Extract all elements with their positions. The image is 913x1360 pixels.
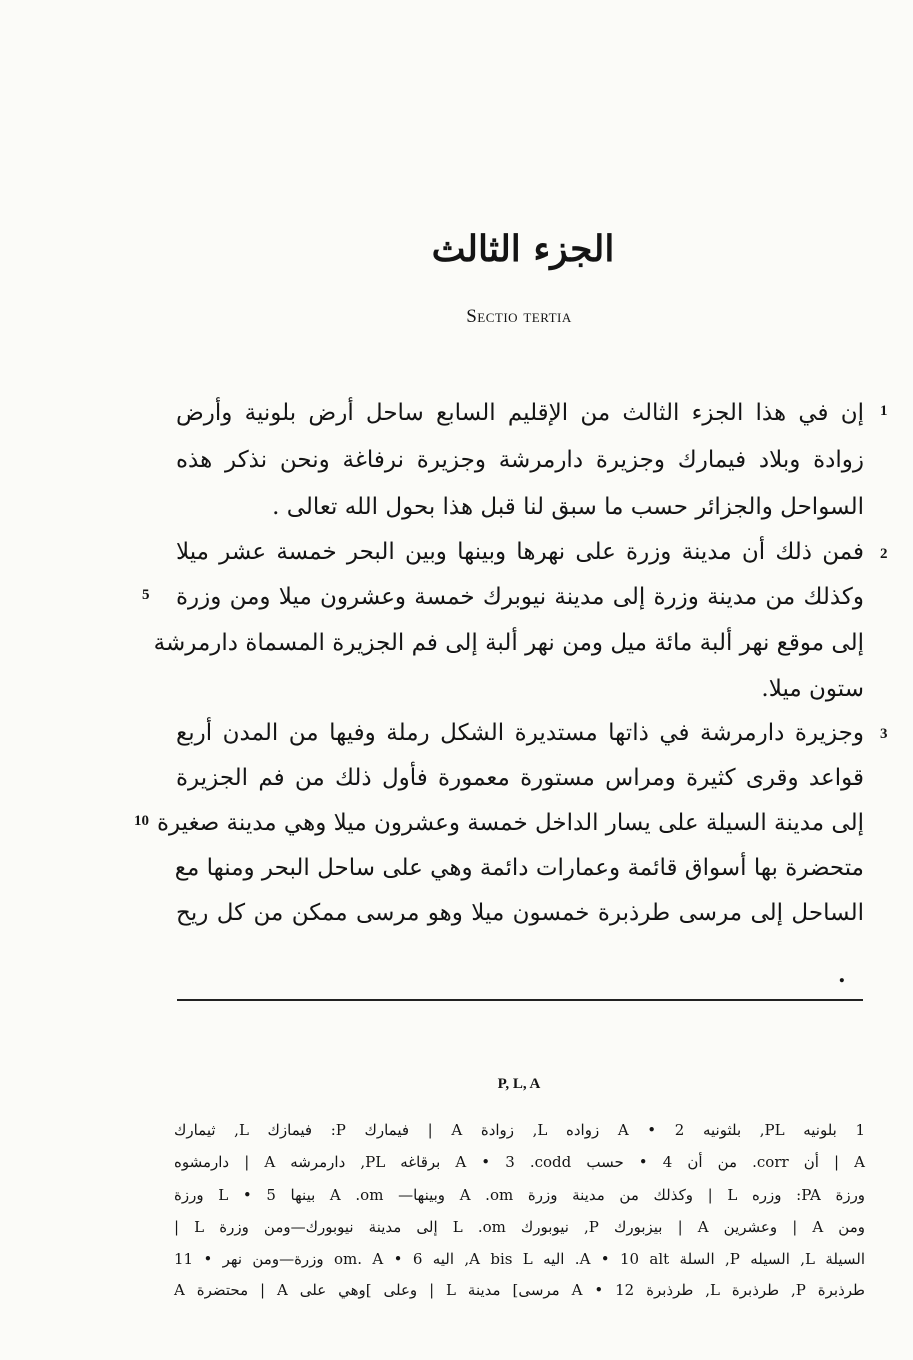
manuscript-sigla: P, L, A: [497, 1076, 541, 1092]
apparatus-line: ومن A | وعشرين A | بيزبورك P, نيوبورك L .om إلى مدينة نيوبورك—ومن وزرة L |: [174, 1218, 865, 1236]
text-line: الساحل إلى مرسى طرذبرة خمسون ميلا وهو مرسى ممكن من كل ريح: [176, 900, 864, 926]
text-line: إلى مدينة السيلة على يسار الداخل خمسة وعشرون ميلا وهي مدينة صغيرة: [156, 810, 864, 836]
text-line: وكذلك من مدينة وزرة إلى مدينة نيوبرك خمسة وعشرون ميلا ومن وزرة: [176, 584, 864, 610]
apparatus-line: A | أن corr. من أن 4 • حسب A • 3 .codd برقاغه PL, دارمرشه A | دارمشوه: [174, 1153, 865, 1171]
text-line: إن في هذا الجزء الثالث من الإقليم السابع ساحل أرض بلونية وأرض: [176, 400, 864, 426]
text-line: إلى موقع نهر ألبة مائة ميل ومن نهر ألبة إلى فم الجزيرة المسماة دارمرشة: [153, 630, 864, 656]
text-line: متحضرة بها أسواق قائمة وعمارات دائمة وهي على ساحل البحر ومنها مع: [174, 855, 864, 881]
text-line: السواحل والجزائر حسب ما سبق لنا قبل هذا بحول الله تعالى .: [272, 494, 864, 520]
line-number: 5: [142, 587, 150, 603]
end-mark: .: [838, 962, 846, 988]
text-line: زوادة وبلاد فيمارك وجزيرة دارمرشة وجزيرة نرفاغة ونحن نذكر هذه: [176, 447, 864, 473]
apparatus-line: طرذبرة P, طرذبرة L, طرذبرة A • 12 مرسى] مدينة L | وعلى ]وهي على A | محتضرة A: [174, 1281, 865, 1299]
text-line: ستون ميلا.: [761, 676, 864, 702]
paragraph-number: 3: [880, 726, 888, 742]
text-line: وجزيرة دارمرشة في ذاتها مستديرة الشكل رملة وفيها من المدن أربع: [176, 720, 864, 746]
section-subtitle: Sectio tertia: [466, 306, 572, 327]
apparatus-line: السيلة L, السيله P, السلة A • 10 alt. اليه A bis L, اليه 6 • om. A وزرة—ومن نهر • 11: [174, 1250, 865, 1268]
paragraph-number: 2: [880, 546, 888, 562]
text-line: فمن ذلك أن مدينة وزرة على نهرها وبينها وبين البحر خمسة عشر ميلا: [176, 539, 864, 565]
apparatus-line: 1 بلونيه PL, بلثونيه A • 2 زواده L, زوادة A | فيمارك P: فيمازك L, ثيمارك: [174, 1121, 866, 1139]
footnote-rule: [177, 999, 863, 1001]
paragraph-number: 1: [880, 403, 888, 419]
apparatus-line: ورزة PA: وزره L | وكذلك من مدينة وزرة A .om وبينها— A .om بينها L • 5 ورزة: [174, 1186, 866, 1204]
line-number: 10: [134, 813, 149, 829]
text-line: قواعد وقرى كثيرة ومراس مستورة معمورة فأول ذلك من فم الجزيرة: [176, 765, 864, 791]
section-title: الجزء الثالث: [431, 228, 615, 270]
